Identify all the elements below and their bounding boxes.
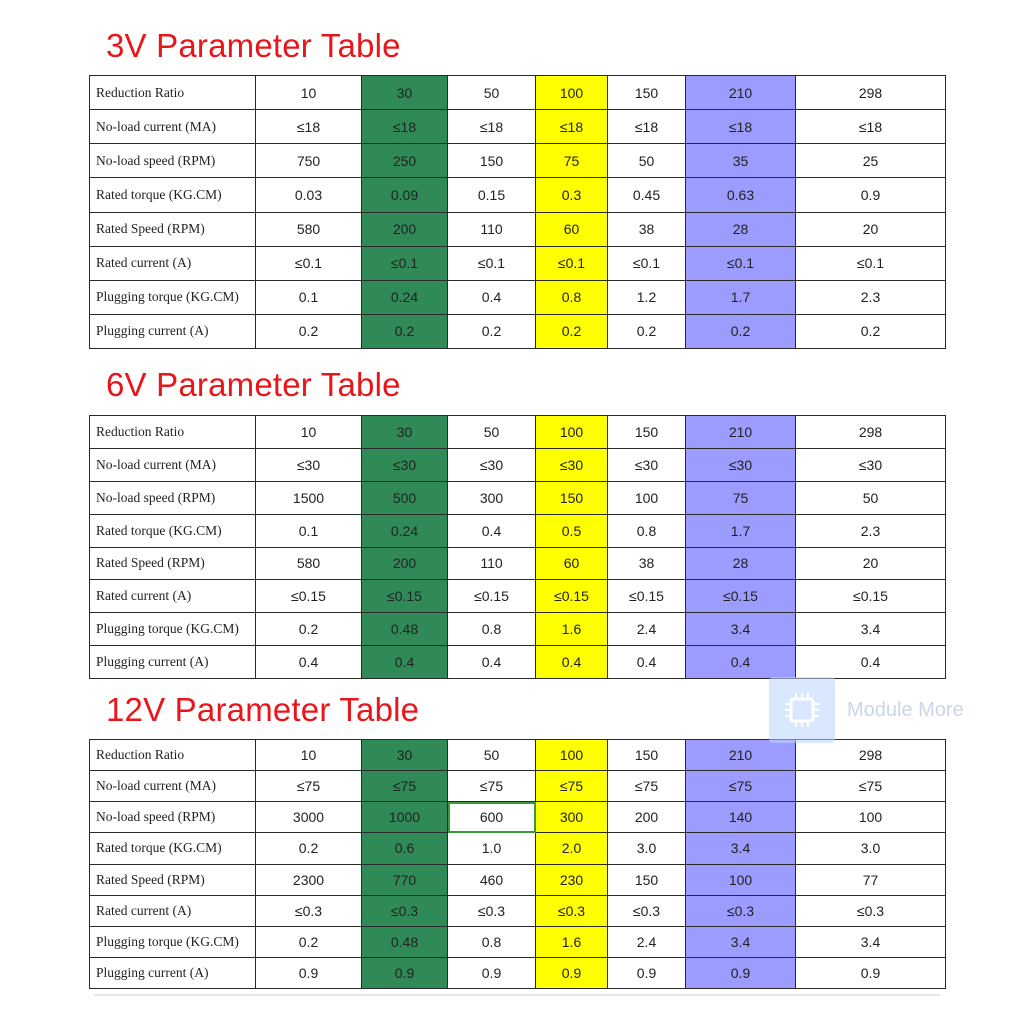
row-label: No-load speed (RPM)	[90, 144, 256, 178]
row-label: Plugging torque (KG.CM)	[90, 613, 256, 646]
table-cell: 580	[256, 212, 362, 246]
row-label: Plugging current (A)	[90, 646, 256, 679]
table-cell: 100	[536, 416, 608, 449]
table-cell: 1.6	[536, 926, 608, 957]
table-cell: 2.4	[608, 926, 686, 957]
table-cell: 3.4	[686, 926, 796, 957]
table-cell: ≤0.1	[608, 246, 686, 280]
table-cell: 20	[796, 212, 946, 246]
watermark-text: Module More	[847, 698, 964, 721]
row-label: No-load current (MA)	[90, 110, 256, 144]
row-label: Rated torque (KG.CM)	[90, 178, 256, 212]
table-cell: 0.8	[448, 613, 536, 646]
table-cell: 60	[536, 547, 608, 580]
table-cell: 0.9	[796, 957, 946, 988]
row-label: Rated Speed (RPM)	[90, 864, 256, 895]
table-cell: 0.1	[256, 514, 362, 547]
table-cell: 0.63	[686, 178, 796, 212]
table-cell: ≤0.3	[362, 895, 448, 926]
table-cell: 2.4	[608, 613, 686, 646]
row-label: Rated Speed (RPM)	[90, 212, 256, 246]
table-cell: 210	[686, 740, 796, 771]
table-row	[90, 76, 946, 110]
table-row	[90, 864, 946, 895]
table-cell: 250	[362, 144, 448, 178]
table-cell: 50	[796, 481, 946, 514]
table-cell: 0.4	[536, 646, 608, 679]
table-cell: 298	[796, 416, 946, 449]
row-label: Rated Speed (RPM)	[90, 547, 256, 580]
table-cell: 110	[448, 547, 536, 580]
table-cell: 50	[608, 144, 686, 178]
table-cell: ≤0.15	[608, 580, 686, 613]
table-cell: 2.3	[796, 514, 946, 547]
table-cell: 0.2	[256, 613, 362, 646]
table-cell: ≤18	[608, 110, 686, 144]
table-cell: ≤0.3	[608, 895, 686, 926]
table-cell: 2.0	[536, 833, 608, 864]
table-cell: ≤0.15	[686, 580, 796, 613]
table-row	[90, 547, 946, 580]
table-cell: ≤0.15	[256, 580, 362, 613]
table-cell: 150	[608, 740, 686, 771]
table-title-6v: 6V Parameter Table	[106, 366, 401, 403]
row-label: Rated torque (KG.CM)	[90, 514, 256, 547]
table-cell: 0.9	[608, 957, 686, 988]
table-row	[90, 416, 946, 449]
table-cell: 30	[362, 76, 448, 110]
table-cell: 50	[448, 416, 536, 449]
table-row	[90, 514, 946, 547]
table-cell: ≤30	[686, 448, 796, 481]
row-label: Rated current (A)	[90, 895, 256, 926]
table-cell: 0.2	[796, 314, 946, 348]
row-label: Reduction Ratio	[90, 740, 256, 771]
table-cell: 210	[686, 416, 796, 449]
table-cell: 0.8	[608, 514, 686, 547]
table-row	[90, 926, 946, 957]
table-cell: 0.4	[448, 514, 536, 547]
table-cell: 3.4	[796, 926, 946, 957]
table-cell: ≤0.3	[256, 895, 362, 926]
table-title-3v: 3V Parameter Table	[106, 27, 401, 64]
table-cell: 0.5	[536, 514, 608, 547]
table-cell: ≤18	[796, 110, 946, 144]
bottom-divider	[94, 994, 940, 996]
table-cell: 2.3	[796, 280, 946, 314]
table-row	[90, 110, 946, 144]
table-cell: ≤75	[608, 771, 686, 802]
table-cell: ≤0.1	[536, 246, 608, 280]
table-cell: ≤75	[362, 771, 448, 802]
table-row	[90, 481, 946, 514]
table-cell: 750	[256, 144, 362, 178]
table-cell: 0.2	[256, 314, 362, 348]
table-cell: 0.2	[256, 926, 362, 957]
table-cell: 298	[796, 740, 946, 771]
table-cell: 0.2	[362, 314, 448, 348]
row-label: Rated torque (KG.CM)	[90, 833, 256, 864]
table-cell: ≤30	[796, 448, 946, 481]
table-cell: 0.4	[448, 280, 536, 314]
row-label: Rated current (A)	[90, 246, 256, 280]
table-cell: ≤0.1	[686, 246, 796, 280]
table-cell: 150	[608, 416, 686, 449]
table-cell: 0.2	[608, 314, 686, 348]
table-cell: 140	[686, 802, 796, 833]
table-cell: 0.2	[448, 314, 536, 348]
table-cell: 0.9	[536, 957, 608, 988]
table-cell: 150	[608, 76, 686, 110]
table-cell: ≤18	[536, 110, 608, 144]
table-cell: ≤0.1	[256, 246, 362, 280]
table-title-12v: 12V Parameter Table	[106, 691, 420, 728]
table-cell: 230	[536, 864, 608, 895]
table-cell: 580	[256, 547, 362, 580]
table-cell: 3.4	[686, 833, 796, 864]
table-cell: 200	[362, 212, 448, 246]
table-cell: 0.2	[536, 314, 608, 348]
table-cell: 0.9	[448, 957, 536, 988]
table-cell: 150	[536, 481, 608, 514]
table-row	[90, 280, 946, 314]
table-cell: 10	[256, 740, 362, 771]
table-cell: ≤0.3	[536, 895, 608, 926]
table-cell: 0.24	[362, 514, 448, 547]
table-cell: 3.4	[686, 613, 796, 646]
table-cell: 0.09	[362, 178, 448, 212]
table-cell: ≤30	[536, 448, 608, 481]
table-cell: 460	[448, 864, 536, 895]
table-cell: 100	[608, 481, 686, 514]
table-cell: ≤30	[256, 448, 362, 481]
table-cell: 30	[362, 740, 448, 771]
row-label: Plugging current (A)	[90, 957, 256, 988]
table-cell: 0.3	[536, 178, 608, 212]
table-cell: 110	[448, 212, 536, 246]
row-label: No-load speed (RPM)	[90, 802, 256, 833]
table-cell: 1500	[256, 481, 362, 514]
table-row	[90, 833, 946, 864]
table-cell: 50	[448, 76, 536, 110]
row-label: No-load speed (RPM)	[90, 481, 256, 514]
table-cell: 0.2	[256, 833, 362, 864]
table-cell: 0.8	[448, 926, 536, 957]
table-row	[90, 246, 946, 280]
table-cell: 28	[686, 547, 796, 580]
table-cell: ≤0.15	[796, 580, 946, 613]
table-cell: 0.9	[362, 957, 448, 988]
watermark	[769, 676, 964, 744]
table-cell: ≤0.3	[796, 895, 946, 926]
table-row	[90, 802, 946, 833]
table-cell: ≤30	[362, 448, 448, 481]
table-cell: ≤75	[256, 771, 362, 802]
table-cell: 200	[362, 547, 448, 580]
row-label: No-load current (MA)	[90, 448, 256, 481]
table-cell: 0.15	[448, 178, 536, 212]
table-row	[90, 144, 946, 178]
table-cell: 0.24	[362, 280, 448, 314]
table-cell: ≤0.3	[686, 895, 796, 926]
table-row	[90, 895, 946, 926]
table-cell: 38	[608, 212, 686, 246]
table-cell: 1.7	[686, 280, 796, 314]
table-row	[90, 580, 946, 613]
table-cell: 50	[448, 740, 536, 771]
table-cell: ≤0.3	[448, 895, 536, 926]
table-cell: ≤18	[362, 110, 448, 144]
table-cell: 30	[362, 416, 448, 449]
table-row	[90, 646, 946, 679]
table-cell: 0.48	[362, 926, 448, 957]
table-cell: 10	[256, 416, 362, 449]
table-row	[90, 314, 946, 348]
table-cell: 3.0	[796, 833, 946, 864]
table-row	[90, 771, 946, 802]
table-cell: 75	[536, 144, 608, 178]
table-cell: 35	[686, 144, 796, 178]
table-cell: 0.2	[686, 314, 796, 348]
table-row	[90, 178, 946, 212]
table-cell: 3.0	[608, 833, 686, 864]
table-cell: 0.45	[608, 178, 686, 212]
parameter-table-3v	[89, 75, 946, 349]
table-cell: ≤30	[608, 448, 686, 481]
table-cell: 210	[686, 76, 796, 110]
chip-icon	[769, 677, 835, 743]
table-cell: 10	[256, 76, 362, 110]
table-cell: 200	[608, 802, 686, 833]
table-cell: 0.4	[256, 646, 362, 679]
table-cell: 0.9	[686, 957, 796, 988]
table-cell: 500	[362, 481, 448, 514]
table-cell: 0.4	[608, 646, 686, 679]
parameter-table-6v	[89, 415, 946, 679]
table-cell: 20	[796, 547, 946, 580]
row-label: Plugging torque (KG.CM)	[90, 280, 256, 314]
table-row	[90, 613, 946, 646]
table-cell: 60	[536, 212, 608, 246]
row-label: No-load current (MA)	[90, 771, 256, 802]
table-cell: 0.03	[256, 178, 362, 212]
table-cell: ≤75	[536, 771, 608, 802]
table-cell: 0.4	[448, 646, 536, 679]
table-cell: 28	[686, 212, 796, 246]
table-cell: ≤75	[448, 771, 536, 802]
table-cell: 1.6	[536, 613, 608, 646]
table-cell: ≤75	[686, 771, 796, 802]
table-cell: 298	[796, 76, 946, 110]
table-cell: 600	[448, 802, 536, 833]
table-cell: 77	[796, 864, 946, 895]
table-cell: 38	[608, 547, 686, 580]
table-cell: ≤0.15	[362, 580, 448, 613]
table-cell: ≤18	[686, 110, 796, 144]
table-cell: 0.4	[686, 646, 796, 679]
table-cell: 300	[536, 802, 608, 833]
table-cell: 0.1	[256, 280, 362, 314]
table-cell: 0.4	[362, 646, 448, 679]
table-cell: ≤18	[448, 110, 536, 144]
table-cell: 1000	[362, 802, 448, 833]
table-cell: ≤0.1	[362, 246, 448, 280]
row-label: Plugging torque (KG.CM)	[90, 926, 256, 957]
table-cell: 3.4	[796, 613, 946, 646]
table-cell: 150	[448, 144, 536, 178]
table-cell: 100	[686, 864, 796, 895]
parameter-table-12v	[89, 739, 946, 989]
row-label: Reduction Ratio	[90, 76, 256, 110]
table-cell: ≤0.15	[536, 580, 608, 613]
table-cell: 3000	[256, 802, 362, 833]
table-cell: 300	[448, 481, 536, 514]
row-label: Rated current (A)	[90, 580, 256, 613]
table-cell: ≤18	[256, 110, 362, 144]
table-cell: 0.8	[536, 280, 608, 314]
table-cell: 1.2	[608, 280, 686, 314]
table-cell: 1.7	[686, 514, 796, 547]
table-cell: ≤30	[448, 448, 536, 481]
row-label: Plugging current (A)	[90, 314, 256, 348]
table-cell: 0.9	[796, 178, 946, 212]
table-cell: 100	[536, 76, 608, 110]
table-cell: 0.4	[796, 646, 946, 679]
table-cell: 0.9	[256, 957, 362, 988]
table-row	[90, 448, 946, 481]
table-row	[90, 740, 946, 771]
table-cell: ≤75	[796, 771, 946, 802]
table-cell: 25	[796, 144, 946, 178]
table-cell: ≤0.15	[448, 580, 536, 613]
table-cell: 100	[536, 740, 608, 771]
table-cell: ≤0.1	[796, 246, 946, 280]
table-row	[90, 212, 946, 246]
table-cell: 150	[608, 864, 686, 895]
table-cell: 75	[686, 481, 796, 514]
table-cell: 770	[362, 864, 448, 895]
table-cell: 2300	[256, 864, 362, 895]
table-cell: 1.0	[448, 833, 536, 864]
table-cell: 100	[796, 802, 946, 833]
table-cell: 0.6	[362, 833, 448, 864]
table-row	[90, 957, 946, 988]
table-cell: ≤0.1	[448, 246, 536, 280]
table-cell: 0.48	[362, 613, 448, 646]
row-label: Reduction Ratio	[90, 416, 256, 449]
